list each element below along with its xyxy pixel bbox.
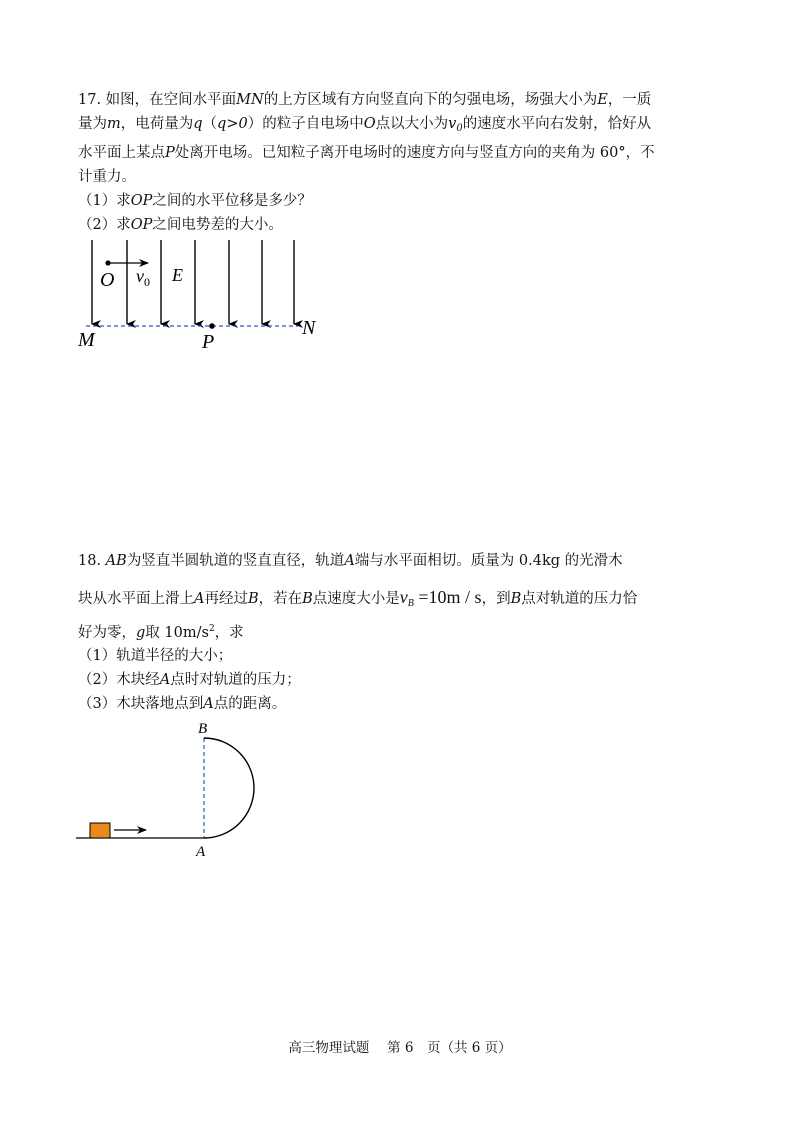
q18-text: ，求: [214, 625, 244, 641]
eq-v-sub: B: [407, 598, 414, 609]
q18-figure: [70, 718, 270, 868]
q18-text: 点时对轨道的压力；: [170, 672, 301, 688]
q17-text: 的上方区域有方向竖直向下的匀强电场，场强大小为: [263, 92, 598, 108]
q18-text: 端与水平面相切。质量为 0.4kg 的光滑木: [354, 553, 623, 569]
q18-var-b: B: [510, 591, 522, 607]
q17-var-v-sub: 0: [456, 123, 463, 134]
q17-number: 17.: [78, 92, 102, 108]
q17-line-1: [78, 88, 728, 112]
q17-text: ）的粒子自电场中: [247, 116, 364, 132]
label-o: O: [100, 269, 115, 291]
question-17: [78, 88, 728, 237]
q17-text: 处离开电场。已知粒子离开电场时的速度方向与竖直方向的夹角为 60°，不: [174, 145, 655, 161]
q18-text: ，到: [481, 591, 511, 607]
label-m: M: [78, 329, 95, 351]
q18-text: 再经过: [204, 591, 248, 607]
q18-var-a: A: [159, 672, 171, 688]
point-p-dot: [209, 323, 215, 329]
q17-sub-1: [78, 189, 728, 213]
q17-line-2: [78, 112, 728, 141]
q17-condition: q>0: [217, 116, 248, 132]
q17-line-4: 计重力。: [78, 169, 136, 185]
q17-text: 水平面上某点: [78, 145, 165, 161]
q18-text: （3）木块落地点到: [78, 696, 204, 712]
q18-sub-3: [78, 692, 728, 716]
q17-var-m: m: [107, 116, 121, 132]
q18-var-a: A: [203, 696, 214, 712]
q18-var-ab: AB: [105, 553, 127, 569]
q18-sub-2: [78, 668, 728, 692]
q18-text: 好为零，: [78, 625, 136, 641]
q17-var-mn: MN: [236, 92, 264, 108]
q18-text: 块从水平面上滑上: [78, 591, 194, 607]
q18-var-a: A: [344, 553, 355, 569]
label-n: N: [302, 317, 316, 339]
page-footer: 高三物理试题 第 6 页（共 6 页）: [288, 1040, 512, 1056]
semicircle-track: [204, 738, 254, 838]
q17-text: 之间电势差的大小。: [152, 217, 283, 233]
q18-equation: [400, 587, 482, 607]
q17-text: （: [202, 116, 218, 132]
question-18: [78, 548, 728, 716]
q18-line-2: [78, 580, 728, 614]
q17-text: （2）求: [78, 217, 131, 233]
q18-sup: 2: [208, 624, 215, 634]
q17-var-op: OP: [130, 217, 153, 233]
q18-text: 为竖直半圆轨道的竖直直径，轨道: [126, 553, 345, 569]
q17-text: 的速度水平向右发射，恰好从: [462, 116, 652, 132]
q18-text: （2）木块经: [78, 672, 160, 688]
q18-number: 18.: [78, 553, 102, 569]
q18-var-b: B: [247, 591, 259, 607]
q17-text: 量为: [78, 116, 107, 132]
q17-var-o: O: [363, 116, 376, 132]
eq-v: v: [399, 587, 408, 607]
q17-figure: [70, 234, 340, 358]
q17-text: （1）求: [78, 193, 131, 209]
q18-line-3: [78, 614, 728, 644]
wood-block: [90, 823, 110, 838]
q17-text: 之间的水平位移是多少？: [152, 193, 312, 209]
label-a: A: [196, 844, 206, 860]
q17-var-q: q: [193, 116, 203, 132]
q18-sub-1: （1）轨道半径的大小；: [78, 648, 233, 664]
q17-var-p: P: [165, 145, 175, 161]
label-p: P: [202, 331, 215, 353]
q17-text: 如图，在空间水平面: [105, 92, 237, 108]
label-e: E: [172, 265, 183, 285]
q18-text: 点的距离。: [213, 696, 287, 712]
q18-var-g: g: [136, 625, 146, 641]
q17-text: 点以大小为: [375, 116, 449, 132]
q17-var-e: E: [597, 92, 608, 108]
q17-var-op: OP: [130, 193, 153, 209]
q18-var-a: A: [194, 591, 205, 607]
q17-text: ，一质: [607, 92, 652, 108]
label-v: $v_0$: [136, 266, 150, 289]
q17-text: ，电荷量为: [120, 116, 194, 132]
q18-var-b: B: [302, 591, 313, 607]
field-lines: [92, 240, 294, 324]
eq-value: =10m / s: [413, 587, 482, 607]
q18-text: 点对轨道的压力恰: [521, 591, 638, 607]
q18-text: 点速度大小是: [312, 591, 400, 607]
label-b: B: [198, 721, 208, 737]
q17-var-v: v: [448, 116, 457, 132]
q18-text: ，若在: [258, 591, 303, 607]
point-o-dot: [105, 260, 110, 265]
q17-line-3: [78, 141, 728, 165]
q18-line-1: [78, 548, 728, 580]
q18-text: 取 10m/s: [145, 625, 209, 641]
